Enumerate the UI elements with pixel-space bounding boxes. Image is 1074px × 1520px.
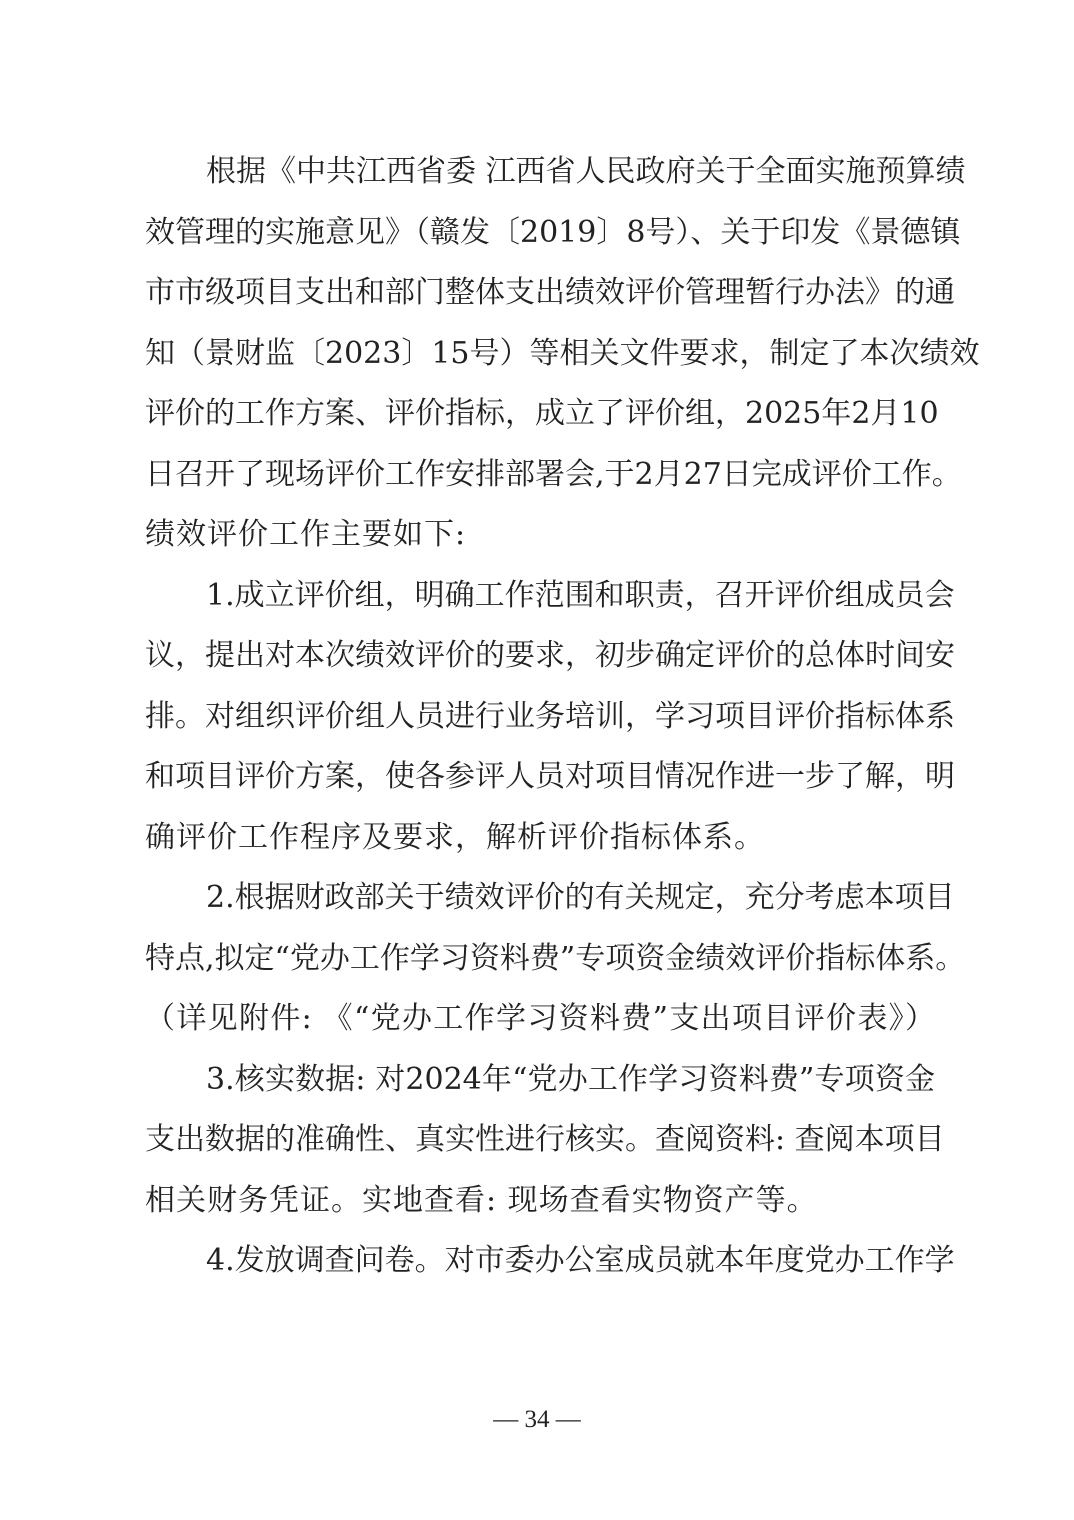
text-line-16: 3.核实数据: 对2024年“党办工作学习资料费”专项资金 (206, 1061, 935, 1097)
text-line-14: 特点,拟定“党办工作学习资料费”专项资金绩效评价指标体系。 (145, 940, 966, 976)
text-line-8: 1.成立评价组，明确工作范围和职责，召开评价组成员会 (206, 577, 955, 613)
text-line-3: 市市级项目支出和部门整体支出绩效评价管理暂行办法》的通 (145, 275, 955, 310)
text-line-6: 日召开了现场评价工作安排部署会,于2月27日完成评价工作。 (145, 456, 962, 492)
text-line-18: 相关财务凭证。实地查看: 现场查看实物资产等。 (145, 1182, 818, 1218)
page-number: — 34 — (493, 1406, 581, 1433)
text-line-19: 4.发放调查问卷。对市委办公室成员就本年度党办工作学 (206, 1243, 955, 1278)
text-line-13: 2.根据财政部关于绩效评价的有关规定，充分考虑本项目 (206, 880, 955, 915)
text-line-10: 排。对组织评价组人员进行业务培训，学习项目评价指标体系 (145, 698, 955, 734)
text-line-4: 知（景财监〔2023〕15号）等相关文件要求，制定了本次绩效 (145, 335, 980, 371)
text-line-17: 支出数据的准确性、真实性进行核实。查阅资料: 查阅本项目 (145, 1122, 945, 1157)
text-line-15: （详见附件: 《“党办工作学习资料费”支出项目评价表》） (145, 1001, 935, 1036)
text-line-1: 根据《中共江西省委 江西省人民政府关于全面实施预算绩 (206, 154, 966, 189)
text-line-5: 评价的工作方案、评价指标，成立了评价组，2025年2月10 (145, 396, 939, 431)
body-text (145, 142, 980, 1292)
text-line-12: 确评价工作程序及要求，解析评价指标体系。 (145, 819, 765, 855)
text-line-11: 和项目评价方案，使各参评人员对项目情况作进一步了解，明 (145, 759, 955, 794)
text-line-9: 议，提出对本次绩效评价的要求，初步确定评价的总体时间安 (145, 638, 955, 673)
text-line-7: 绩效评价工作主要如下: (145, 517, 467, 552)
text-line-2: 效管理的实施意见》（赣发〔2019〕8号）、关于印发《景德镇 (145, 214, 961, 250)
